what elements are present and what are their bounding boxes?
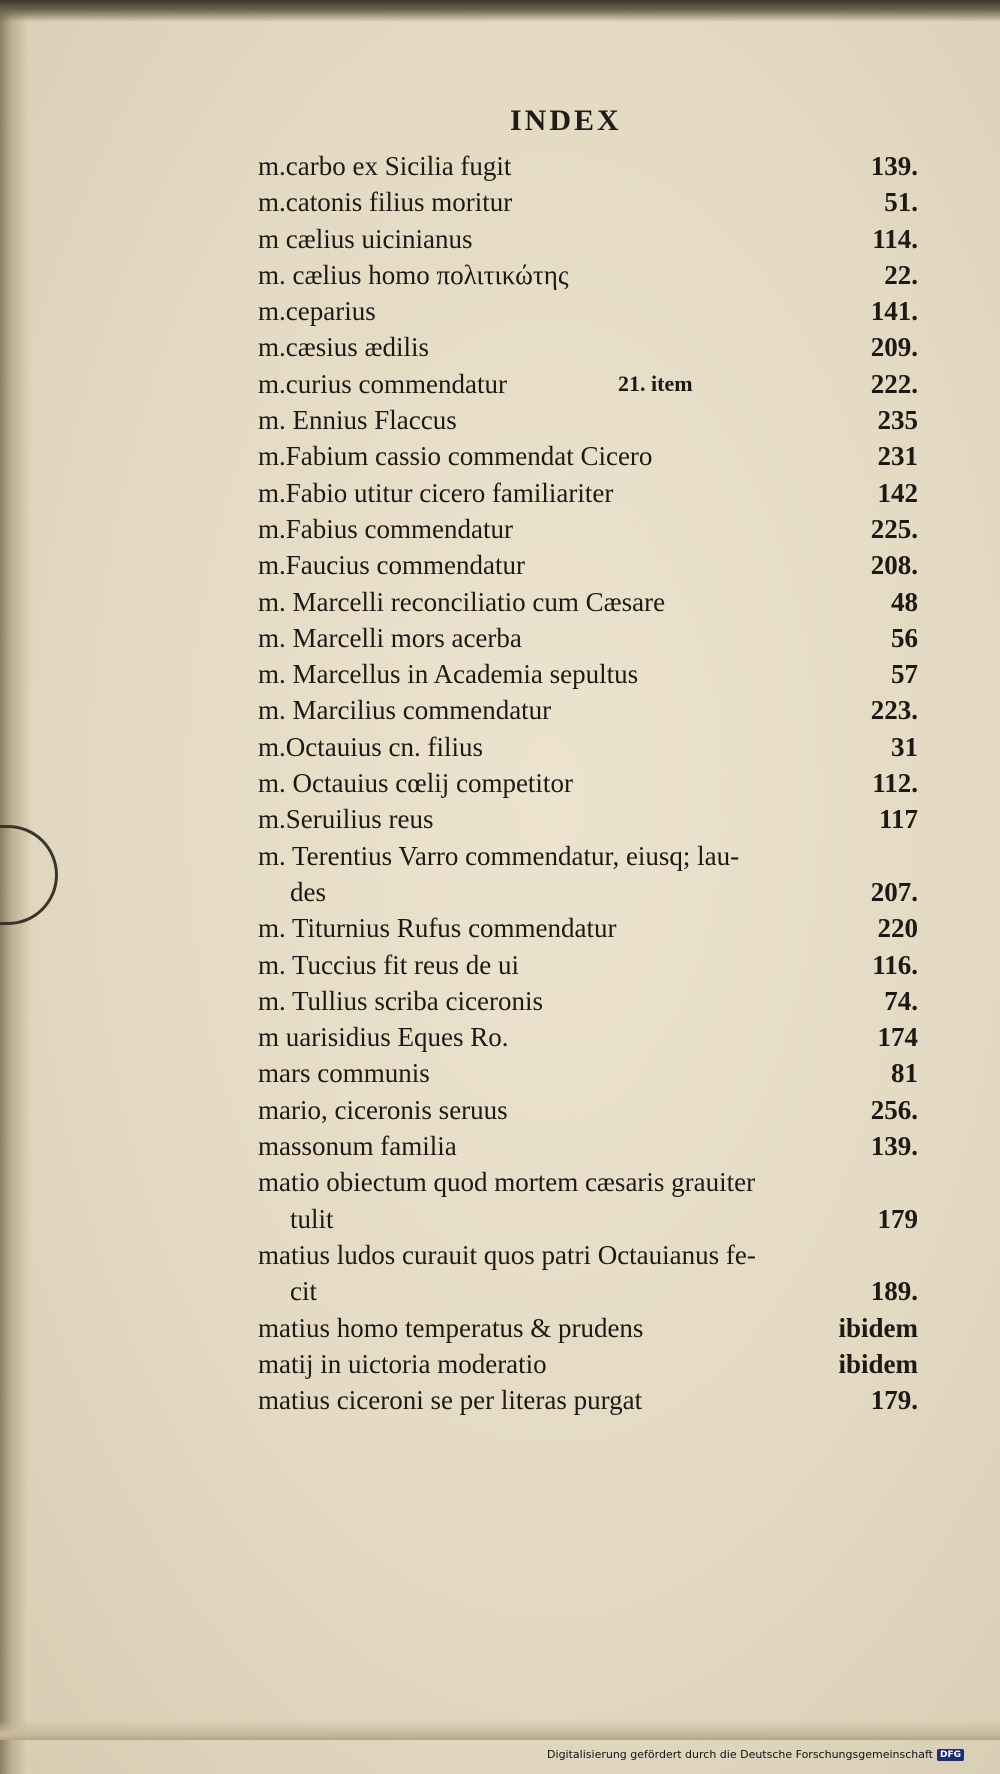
index-entry [258, 148, 918, 184]
entry-text: des [290, 876, 326, 907]
entry-text: m. Octauius cœlij competitor [258, 768, 573, 799]
entry-text: matius ludos curauit quos patri Octauianus fe- [258, 1239, 756, 1270]
index-entry [258, 801, 918, 837]
entry-text: m cælius uicinianus [258, 223, 473, 254]
entry-text: m. Marcellus in Academia sepultus [258, 659, 639, 690]
entry-page-number: 235 [877, 405, 918, 436]
index-entry [258, 511, 918, 547]
entry-page-number: 31 [891, 731, 918, 762]
index-entry [258, 547, 918, 583]
index-entry [258, 620, 918, 656]
index-entry [258, 838, 918, 874]
entry-text: m. Tullius scriba ciceronis [258, 985, 543, 1016]
index-entry [258, 402, 918, 438]
entry-page-number: 207. [870, 876, 918, 907]
index-entry [258, 656, 918, 692]
bottom-edge-shadow [0, 1720, 1000, 1740]
entry-page-number: ibidem [838, 1312, 918, 1343]
entry-page-number: 256. [870, 1094, 918, 1125]
digitization-footer [547, 1748, 964, 1761]
entry-page-number: 117 [878, 804, 918, 835]
entry-text: m. Ennius Flaccus [258, 405, 457, 436]
entry-text: m.Fabium cassio commendat Cicero [258, 441, 653, 472]
entry-page-number: 174 [877, 1022, 918, 1053]
index-entry [258, 438, 918, 474]
entry-page-number: 57 [891, 659, 918, 690]
index-entry [258, 257, 918, 293]
index-entry [258, 1019, 918, 1055]
index-entry [258, 874, 918, 910]
entry-text: m. Terentius Varro commendatur, eiusq; lau- [258, 840, 740, 871]
index-entry [258, 293, 918, 329]
entry-text: m. cælius homo πολιτικώτης [258, 259, 569, 290]
index-entry [258, 1201, 918, 1237]
index-entry [258, 1310, 918, 1346]
entry-page-number: 114. [872, 223, 918, 254]
entry-text: m.Fabius commendatur [258, 513, 513, 544]
index-entry [258, 584, 918, 620]
index-entries [258, 148, 918, 1418]
entry-text: m.cæsius ædilis [258, 332, 430, 363]
entry-text: m. Marcilius commendatur [258, 695, 552, 726]
entry-text: tulit [290, 1203, 334, 1234]
footer-text: Digitalisierung gefördert durch die Deutsche Forschungsgemeinschaft [547, 1748, 933, 1761]
index-entry [258, 1346, 918, 1382]
entry-text: matio obiectum quod mortem cæsaris grauiter [258, 1167, 756, 1198]
index-entry [258, 1164, 918, 1200]
entry-page-number: 139. [870, 1131, 918, 1162]
entry-page-number: 179 [877, 1203, 918, 1234]
entry-page-number: 56 [891, 622, 918, 653]
index-entry [258, 1237, 918, 1273]
page-clip [0, 825, 58, 925]
entry-text: m. Marcelli reconciliatio cum Cæsare [258, 586, 666, 617]
entry-page-number: 22. [884, 259, 918, 290]
entry-page-number: 208. [870, 550, 918, 581]
entry-page-number: 231 [877, 441, 918, 472]
entry-page-number: 51. [884, 187, 918, 218]
entry-text: m.Octauius cn. filius [258, 731, 483, 762]
entry-page-number: 74. [884, 985, 918, 1016]
entry-page-number: 142 [877, 477, 918, 508]
index-entry [258, 1273, 918, 1309]
entry-text: massonum familia [258, 1131, 457, 1162]
index-entry [258, 692, 918, 728]
top-edge-shadow [0, 0, 1000, 22]
entry-page-number: 225. [870, 513, 918, 544]
entry-page-number: 141. [870, 296, 918, 327]
entry-text: mars communis [258, 1058, 430, 1089]
entry-text: m. Marcelli mors acerba [258, 622, 522, 653]
entry-page-number: 209. [870, 332, 918, 363]
entry-extra-ref: 21. item [618, 370, 693, 396]
index-entry [258, 184, 918, 220]
entry-page-number: 220 [877, 913, 918, 944]
index-entry [258, 329, 918, 365]
page-title: INDEX [510, 104, 622, 137]
entry-page-number: 112. [872, 768, 918, 799]
entry-text: m.Faucius commendatur [258, 550, 525, 581]
entry-text: m.catonis filius moritur [258, 187, 513, 218]
entry-text: m.Seruilius reus [258, 804, 434, 835]
entry-text: m uarisidius Eques Ro. [258, 1022, 509, 1053]
index-entry [258, 983, 918, 1019]
entry-text: matius homo temperatus & prudens [258, 1312, 644, 1343]
entry-page-number: 48 [891, 586, 918, 617]
entry-text: m.Fabio utitur cicero familiariter [258, 477, 614, 508]
entry-page-number: 179. [870, 1385, 918, 1416]
entry-text: mario, ciceronis seruus [258, 1094, 508, 1125]
index-entry [258, 765, 918, 801]
index-entry [258, 947, 918, 983]
entry-page-number: ibidem [838, 1348, 918, 1379]
entry-page-number: 139. [870, 151, 918, 181]
index-entry [258, 1092, 918, 1128]
index-entry [258, 366, 918, 402]
entry-page-number: 189. [870, 1276, 918, 1307]
index-entry [258, 1128, 918, 1164]
index-entry [258, 1382, 918, 1418]
entry-text: m.curius commendatur [258, 368, 507, 399]
entry-page-number: 222. [870, 368, 918, 399]
entry-text: m.ceparius [258, 296, 376, 327]
entry-text: cit [290, 1276, 317, 1307]
entry-text: m. Tuccius fit reus de ui [258, 949, 519, 980]
entry-page-number: 116. [872, 949, 918, 980]
entry-text: matius ciceroni se per literas purgat [258, 1385, 643, 1416]
entry-text: m. Titurnius Rufus commendatur [258, 913, 617, 944]
entry-page-number: 223. [870, 695, 918, 726]
entry-text: m.carbo ex Sicilia fugit [258, 151, 512, 181]
dfg-logo-icon: DFG [937, 1749, 964, 1761]
index-entry [258, 221, 918, 257]
entry-text: matij in uictoria moderatio [258, 1348, 547, 1379]
index-entry [258, 729, 918, 765]
index-entry [258, 910, 918, 946]
index-entry [258, 1055, 918, 1091]
entry-page-number: 81 [891, 1058, 918, 1089]
index-entry [258, 475, 918, 511]
